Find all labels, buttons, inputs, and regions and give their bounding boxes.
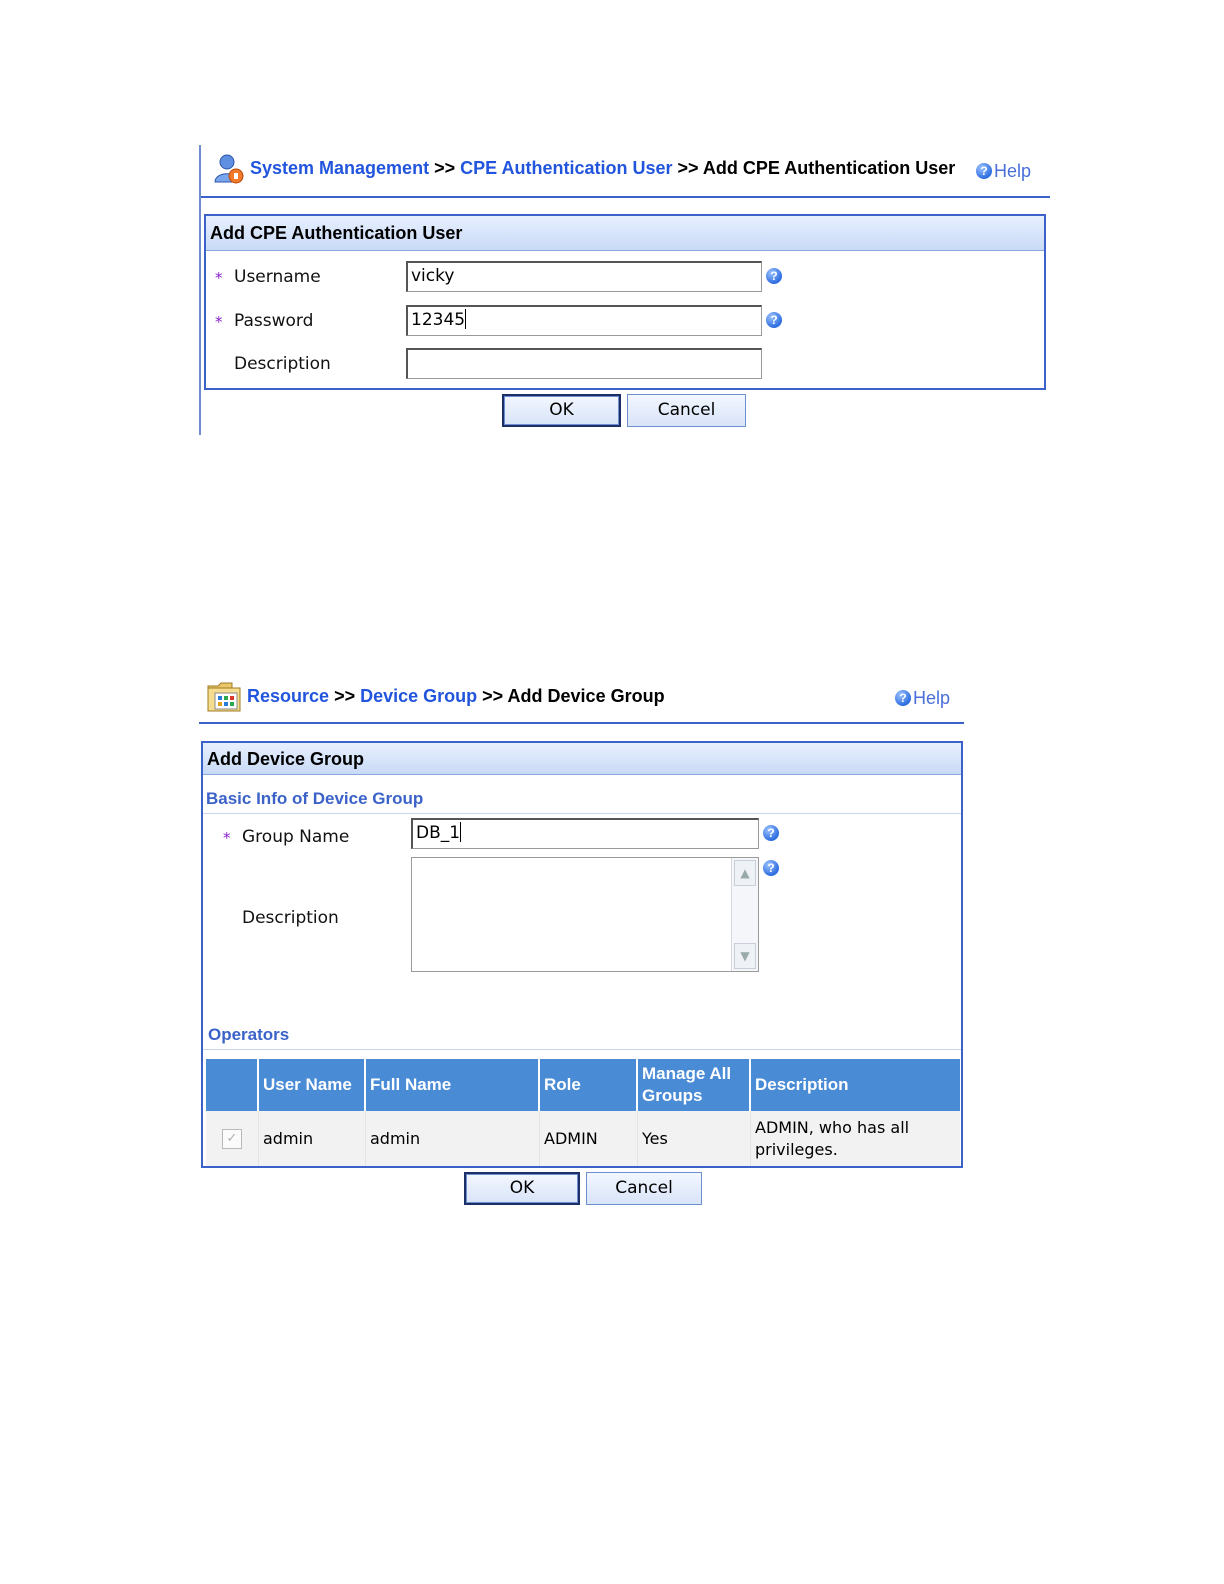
group-name-value: DB_1	[416, 823, 461, 843]
row-checkbox[interactable]: ✓	[222, 1129, 242, 1149]
group-name-input[interactable]	[411, 818, 759, 849]
username-input[interactable]	[406, 261, 762, 292]
cell-user-name: admin	[259, 1111, 366, 1166]
cell-manage-all-groups: Yes	[638, 1111, 751, 1166]
cancel-button[interactable]: Cancel	[586, 1172, 702, 1205]
ok-button[interactable]: OK	[502, 394, 621, 427]
add-device-group-panel	[201, 741, 963, 1168]
breadcrumb-system-management[interactable]: System Management	[250, 158, 430, 178]
group-name-help-icon[interactable]: ?	[763, 825, 779, 841]
column-header-full-name[interactable]: Full Name	[366, 1059, 540, 1111]
scroll-down-icon[interactable]: ▼	[734, 943, 756, 969]
column-header-manage-all-groups[interactable]: Manage All Groups	[638, 1059, 751, 1111]
cell-description: ADMIN, who has all privileges.	[755, 1117, 910, 1159]
username-help-icon[interactable]: ?	[766, 268, 782, 284]
password-label: Password	[234, 311, 314, 331]
cancel-button[interactable]: Cancel	[627, 394, 746, 427]
breadcrumb-current: Add CPE Authentication User	[702, 158, 956, 178]
breadcrumb-current: Add Device Group	[507, 686, 665, 706]
breadcrumb-separator: >>	[334, 686, 356, 706]
header-rule	[199, 722, 964, 724]
required-mark: *	[215, 313, 223, 331]
row-select-cell	[206, 1111, 259, 1166]
breadcrumb-separator: >>	[482, 686, 504, 706]
column-header-select	[206, 1059, 259, 1111]
description-input[interactable]	[406, 348, 762, 379]
breadcrumb-device-group[interactable]: Device Group	[360, 686, 478, 706]
username-value: vicky	[411, 266, 455, 286]
help-label: Help	[913, 687, 951, 708]
column-header-user-name[interactable]: User Name	[259, 1059, 366, 1111]
breadcrumb-separator: >>	[677, 158, 699, 178]
description-label: Description	[242, 908, 339, 928]
panel-title: Add Device Group	[203, 743, 961, 775]
column-header-description[interactable]: Description	[751, 1059, 960, 1111]
add-cpe-user-panel	[204, 214, 1046, 390]
description-label: Description	[234, 354, 331, 374]
breadcrumb-resource[interactable]: Resource	[247, 686, 330, 706]
breadcrumb	[250, 158, 955, 179]
description-textarea[interactable]	[411, 857, 759, 972]
password-input[interactable]	[406, 305, 762, 336]
password-value: 12345	[411, 310, 466, 330]
section-divider	[203, 1049, 961, 1050]
column-header-role[interactable]: Role	[540, 1059, 638, 1111]
cell-role: ADMIN	[540, 1111, 638, 1166]
operators-section-title: Operators	[208, 1025, 290, 1044]
basic-info-section-title: Basic Info of Device Group	[206, 789, 424, 808]
user-management-icon	[212, 152, 246, 186]
breadcrumb	[247, 686, 665, 707]
resource-folder-icon	[206, 678, 242, 714]
section-divider	[203, 813, 961, 814]
help-link[interactable]	[895, 687, 950, 709]
text-caret	[460, 822, 461, 842]
header-rule	[201, 196, 1050, 198]
required-mark: *	[215, 269, 223, 287]
table-header-row	[206, 1059, 960, 1111]
ok-button[interactable]: OK	[464, 1172, 580, 1205]
cpe-left-border	[199, 145, 201, 435]
breadcrumb-separator: >>	[434, 158, 456, 178]
table-row[interactable]	[206, 1111, 960, 1166]
scroll-up-icon[interactable]: ▲	[734, 860, 756, 886]
username-label: Username	[234, 267, 321, 287]
group-name-label: Group Name	[242, 827, 350, 847]
help-icon: ?	[976, 163, 992, 179]
cell-full-name: admin	[366, 1111, 540, 1166]
required-mark: *	[223, 829, 231, 847]
help-link[interactable]	[976, 160, 1031, 182]
text-caret	[465, 309, 466, 329]
description-help-icon[interactable]: ?	[763, 860, 779, 876]
help-icon: ?	[895, 690, 911, 706]
breadcrumb-cpe-authentication-user[interactable]: CPE Authentication User	[460, 158, 673, 178]
password-help-icon[interactable]: ?	[766, 312, 782, 328]
operators-table	[206, 1059, 960, 1166]
textarea-scrollbar[interactable]	[731, 858, 758, 971]
panel-title: Add CPE Authentication User	[206, 216, 1044, 251]
help-label: Help	[994, 160, 1032, 181]
